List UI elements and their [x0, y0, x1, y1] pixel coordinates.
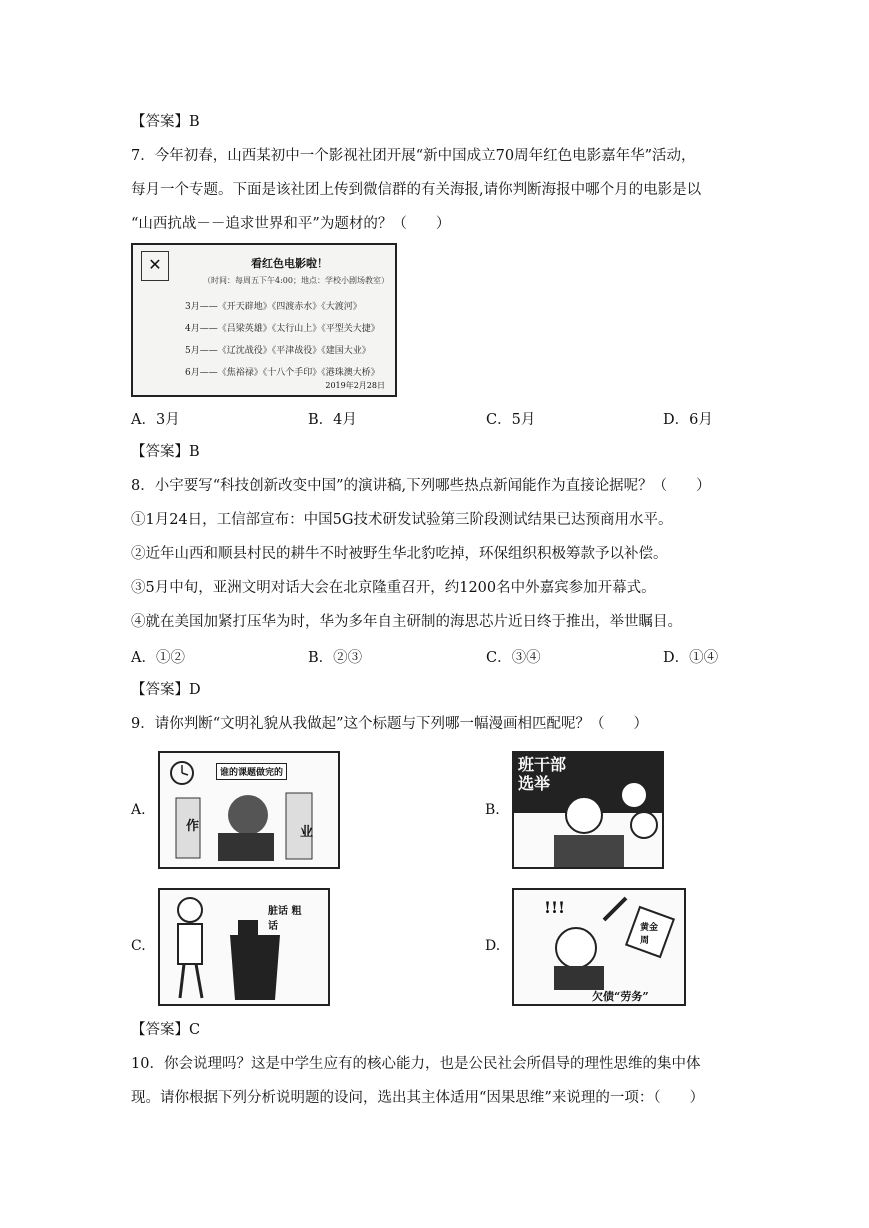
- cartoon-a[interactable]: [158, 751, 340, 869]
- q8-option-d[interactable]: D．①④: [663, 650, 719, 666]
- cartoon-label-a: A.: [131, 802, 146, 818]
- q8-option-b[interactable]: B．②③: [308, 650, 363, 666]
- cartoon-a-left-text: 作: [186, 819, 200, 834]
- answer-7: 【答案】B: [131, 444, 200, 460]
- poster-row-may: 5月——《辽沈战役》《平津战役》《建国大业》: [185, 346, 371, 356]
- cartoon-label-b: B.: [485, 802, 500, 818]
- poster-row-june: 6月——《焦裕禄》《十八个手印》《港珠澳大桥》: [185, 368, 380, 378]
- q10-line-1: 10．你会说理吗？这是中学生应有的核心能力，也是公民社会所倡导的理性思维的集中体: [131, 1056, 701, 1072]
- q7-option-b[interactable]: B．4月: [308, 412, 357, 428]
- q7-options: [131, 408, 751, 428]
- q7-option-d[interactable]: D．6月: [663, 412, 713, 428]
- poster-title: 看红色电影啦！: [251, 257, 328, 270]
- movie-poster: [131, 243, 397, 397]
- poster-row-march: 3月——《开天辟地》《四渡赤水》《大渡河》: [185, 302, 362, 312]
- cartoon-label-d: D.: [485, 938, 501, 954]
- poster-date: 2019年2月28日: [325, 381, 385, 390]
- q7-line-2: 每月一个专题。下面是该社团上传到微信群的有关海报,请你判断海报中哪个月的电影是以: [131, 182, 702, 198]
- cartoon-c[interactable]: [158, 888, 330, 1006]
- q7-line-1: 7．今年初春，山西某初中一个影视社团开展“新中国成立70周年红色电影嘉年华”活动，: [131, 148, 696, 164]
- q7-line-3: “山西抗战－－追求世界和平”为题材的？（ ）: [131, 216, 451, 232]
- cartoon-b[interactable]: [512, 751, 664, 869]
- q8-item-1: ①1月24日，工信部宣布：中国5G技术研发试验第三阶段测试结果已达预商用水平。: [131, 512, 673, 528]
- q8-item-2: ②近年山西和顺县村民的耕牛不时被野生华北豹吃掉，环保组织积极筹款予以补偿。: [131, 546, 668, 562]
- q9-line-1: 9．请你判断“文明礼貌从我做起”这个标题与下列哪一幅漫画相匹配呢？（ ）: [131, 716, 649, 732]
- q8-item-3: ③5月中旬，亚洲文明对话大会在北京隆重召开，约1200名中外嘉宾参加开幕式。: [131, 580, 656, 596]
- cartoon-a-sign: 谁的课题做完的: [216, 763, 287, 780]
- cartoon-d-exclaim: !!!: [544, 898, 566, 917]
- cartoon-d-drawing: [514, 890, 684, 1004]
- q8-option-c[interactable]: C．③④: [486, 650, 541, 666]
- cartoon-d[interactable]: [512, 888, 686, 1006]
- cartoon-c-words: 脏话 粗话: [268, 906, 302, 932]
- cartoon-b-title: 班干部选举: [518, 755, 567, 793]
- q8-option-a[interactable]: A．①②: [131, 650, 185, 666]
- q7-option-c[interactable]: C．5月: [486, 412, 536, 428]
- answer-9: 【答案】C: [131, 1022, 201, 1038]
- q10-line-2: 现。请你根据下列分析说明题的设问，选出其主体适用“因果思维”来说理的一项：（ ）: [131, 1090, 705, 1106]
- cartoon-label-c: C.: [131, 938, 146, 954]
- answer-8: 【答案】D: [131, 682, 201, 698]
- poster-row-april: 4月——《吕梁英雄》《太行山上》《平型关大捷》: [185, 324, 380, 334]
- answer-6: 【答案】B: [131, 114, 200, 130]
- q8-options: [131, 646, 751, 666]
- poster-subtitle: （时间：每周五下午4:00；地点：学校小剧场教室）: [203, 276, 389, 285]
- q7-option-a[interactable]: A．3月: [131, 412, 180, 428]
- cartoon-d-sign: 黄金周: [640, 923, 659, 946]
- q8-line-1: 8．小宇要写“科技创新改变中国”的演讲稿,下列哪些热点新闻能作为直接论据呢？（ ）: [131, 478, 711, 494]
- cartoon-d-bottom: 欠债“劳务”: [592, 990, 649, 1003]
- film-logo-icon: ✕: [141, 251, 169, 281]
- cartoon-a-right-text: 业: [300, 825, 314, 840]
- q8-item-4: ④就在美国加紧打压华为时，华为多年自主研制的海思芯片近日终于推出，举世瞩目。: [131, 614, 682, 630]
